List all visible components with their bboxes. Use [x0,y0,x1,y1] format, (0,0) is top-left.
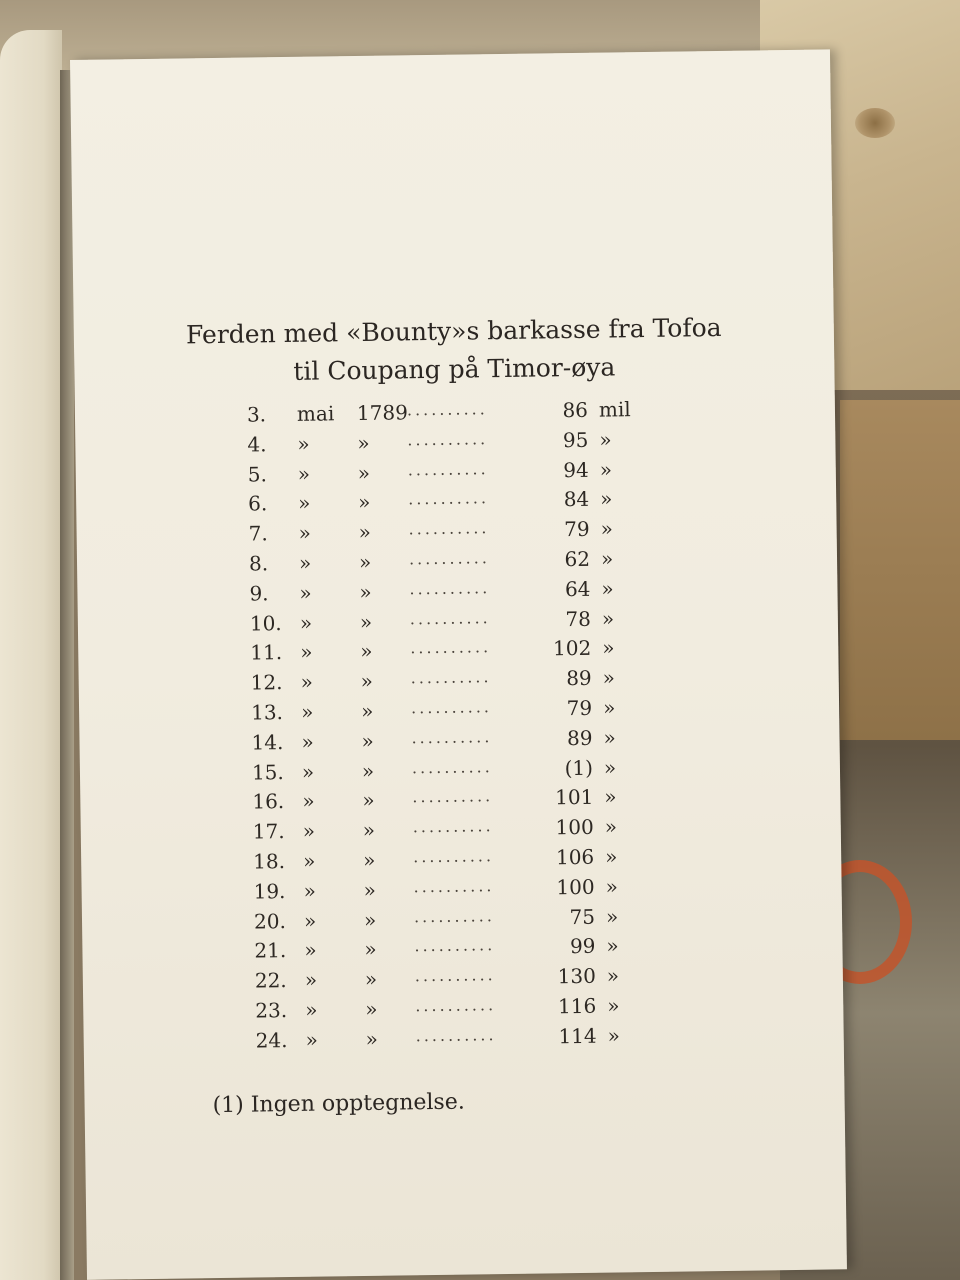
distance-cell: 75 [569,904,596,929]
year-cell: » [357,460,371,485]
day-cell: 12. [250,670,283,695]
month-cell: » [305,1027,319,1052]
left-page-edge [0,30,62,1280]
wood-knot [855,108,895,138]
month-cell: » [298,491,311,516]
day-cell: 21. [254,938,287,963]
day-cell: 15. [251,759,284,785]
year-cell: » [364,966,378,992]
leader-dots: .......... [415,995,497,1016]
leader-dots: .......... [410,697,493,718]
leader-dots: .......... [413,846,495,867]
year-cell: » [361,728,374,753]
distance-cell: 116 [557,993,597,1019]
unit-cell: » [605,874,619,899]
month-cell: » [304,967,318,992]
leader-dots: .......... [411,756,493,777]
unit-cell: » [606,963,620,988]
year-cell: » [362,788,375,813]
leader-dots: .......... [409,577,491,599]
day-cell: 8. [248,551,269,576]
distance-cell: 101 [554,785,594,810]
year-cell: » [362,817,376,843]
distance-cell: 79 [563,516,590,542]
distance-cell: (1) [564,755,594,780]
leader-dots: .......... [414,965,496,986]
unit-cell: » [600,486,613,512]
unit-cell: » [607,1023,621,1048]
page-heading-line-2: til Coupang på Timor-øya [293,352,616,386]
distance-cell: 102 [552,636,592,661]
day-cell: 19. [253,878,286,904]
background-box-face [840,400,960,740]
month-cell: » [302,818,316,843]
month-cell: » [299,610,313,635]
year-cell: » [361,758,375,783]
month-cell: » [300,699,314,724]
leader-dots: .......... [412,786,494,807]
month-cell: » [297,461,311,486]
distance-cell: 86 [562,397,589,423]
month-cell: » [300,669,314,695]
year-cell: » [365,1026,379,1051]
day-cell: 7. [248,521,268,546]
unit-cell: » [603,725,616,750]
month-cell: » [301,729,314,754]
unit-cell: » [602,635,615,660]
distance-cell: 64 [564,576,591,601]
unit-cell: » [599,427,612,452]
table-row [256,1023,656,1058]
leader-dots: .......... [413,905,495,926]
distance-cell: 78 [565,606,592,631]
distance-cell: 99 [569,934,596,959]
unit-cell: » [602,695,616,720]
distance-cell: 100 [555,814,594,840]
leader-dots: .......... [410,637,492,658]
day-cell: 5. [247,461,268,487]
day-cell: 22. [254,968,287,993]
leader-dots: .......... [408,548,490,569]
year-cell: » [358,549,372,574]
month-cell: » [298,520,312,546]
unit-cell: » [602,665,616,690]
book-page [70,49,847,1279]
distance-cell: 89 [566,665,592,691]
unit-cell: » [601,576,614,601]
voyage-log-table [247,397,656,1058]
day-cell: 20. [253,908,287,934]
distance-cell: 89 [566,725,593,750]
year-cell: » [357,430,370,455]
distance-cell: 62 [564,546,591,572]
day-cell: 18. [253,849,286,874]
leader-dots: .......... [409,607,491,628]
distance-cell: 130 [557,963,597,989]
leader-dots: .......... [412,816,494,837]
day-cell: 6. [248,491,268,516]
month-cell: » [303,848,316,873]
unit-cell: mil [598,397,631,422]
distance-cell: 114 [558,1023,597,1049]
year-cell: » [364,937,377,962]
day-cell: 11. [250,640,283,665]
year-cell: » [363,907,377,932]
year-cell: » [363,877,377,902]
year-cell: » [358,520,372,545]
distance-cell: 106 [555,844,595,870]
year-cell: » [360,639,373,664]
unit-cell: » [606,933,619,958]
unit-cell: » [601,606,615,631]
month-cell: » [299,580,312,605]
unit-cell: » [600,516,614,541]
month-cell: » [298,550,312,575]
distance-cell: 79 [566,695,593,721]
year-cell: » [365,996,378,1021]
day-cell: 13. [250,700,284,725]
unit-cell: » [599,457,613,482]
unit-cell: » [604,814,618,839]
year-cell: » [363,847,376,872]
distance-cell: 100 [556,874,595,900]
year-cell: 1789 [356,400,409,426]
distance-cell: 84 [563,487,590,512]
leader-dots: .......... [411,726,493,748]
page-heading-line-1: Ferden med «Bounty»s barkasse fra Tofoa [185,312,722,350]
unit-cell: » [607,993,620,1018]
leader-dots: .......... [408,488,490,509]
month-cell: » [301,759,315,784]
day-cell: 14. [251,729,284,755]
month-cell: » [297,431,310,456]
distance-cell: 95 [562,427,589,452]
month-cell: » [303,908,317,933]
distance-cell: 94 [563,457,589,482]
month-cell: mai [296,401,335,426]
month-cell: » [305,997,318,1022]
unit-cell: » [605,903,619,929]
leader-dots: .......... [408,518,490,539]
unit-cell: » [604,784,617,809]
day-cell: 16. [252,789,285,814]
footnote: (1) Ingen opptegnelse. [212,1089,465,1119]
unit-cell: » [600,546,614,571]
leader-dots: .......... [415,1024,497,1046]
month-cell: » [302,789,315,814]
leader-dots: .......... [407,428,489,450]
year-cell: » [360,669,374,694]
leader-dots: .......... [414,935,496,956]
day-cell: 9. [249,581,269,606]
year-cell: » [358,490,371,515]
day-cell: 23. [255,998,288,1023]
month-cell: » [300,640,313,665]
day-cell: 4. [247,432,267,457]
month-cell: » [303,878,317,903]
year-cell: » [360,698,374,723]
leader-dots: .......... [406,399,488,420]
month-cell: » [304,937,317,963]
day-cell: 17. [252,819,285,844]
year-cell: » [359,579,372,604]
day-cell: 24. [255,1027,288,1053]
leader-dots: .......... [407,458,489,479]
day-cell: 3. [246,402,267,427]
year-cell: » [359,609,373,634]
unit-cell: » [603,755,617,780]
day-cell: 10. [249,610,282,636]
leader-dots: .......... [410,667,492,688]
unit-cell: » [605,844,618,869]
leader-dots: .......... [413,875,495,897]
